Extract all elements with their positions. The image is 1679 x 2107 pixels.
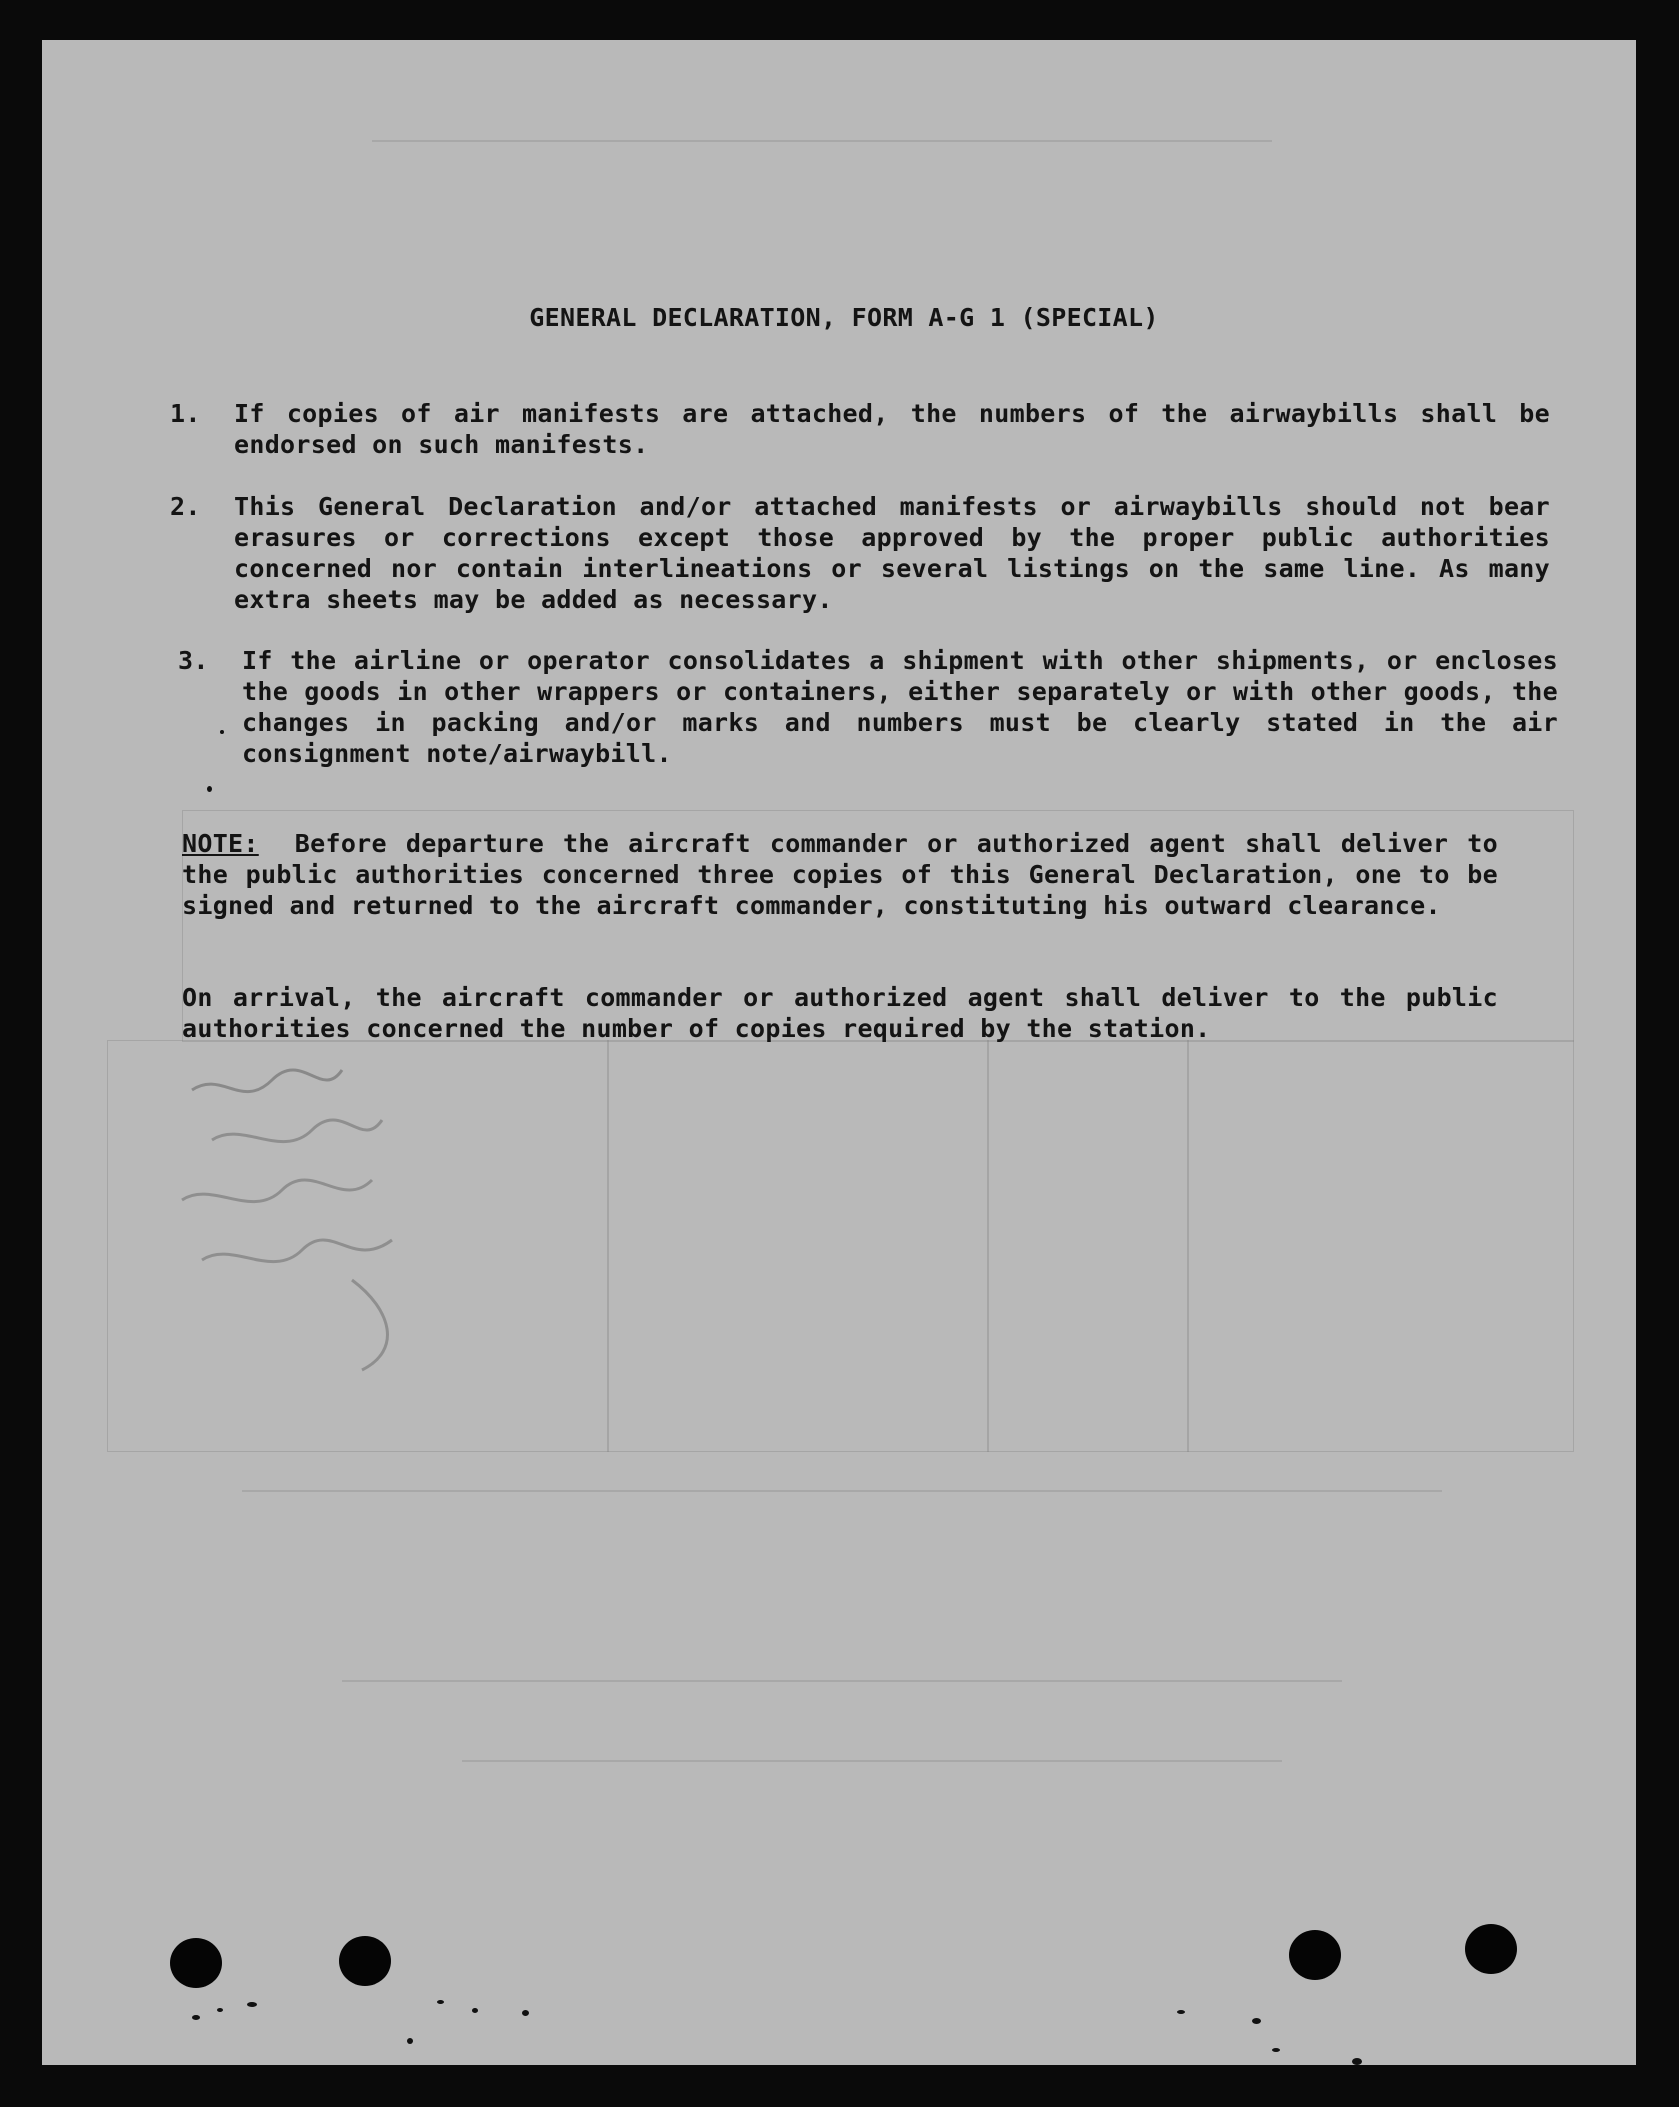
document-title: GENERAL DECLARATION, FORM A-G 1 (SPECIAL) <box>529 303 1159 332</box>
speck <box>1252 2018 1261 2024</box>
speck <box>1272 2048 1280 2052</box>
list-item <box>170 398 1550 460</box>
item-text: If the airline or operator consolidates a shipment with other shipments, or encloses the goods in other wrappers or containers, either separately or with other goods, the changes in packing and/or marks and numbers must be clearly stated in the air consignment note/airwaybill. <box>242 646 1558 768</box>
punch-hole <box>170 1938 222 1988</box>
speck <box>472 2008 478 2013</box>
speck <box>522 2010 529 2016</box>
item-text: If copies of air manifests are attached, the numbers of the airwaybills shall be endorsed on such manifests. <box>234 399 1550 459</box>
speck <box>407 2038 413 2044</box>
document-sheet <box>42 40 1636 2065</box>
speck <box>217 2008 223 2012</box>
item-number: 2. <box>170 492 201 521</box>
item-number: 3. <box>178 646 209 675</box>
speck <box>207 786 212 792</box>
punch-hole <box>1465 1924 1517 1974</box>
speck <box>192 2015 200 2020</box>
note-text: Before departure the aircraft commander or authorized agent shall deliver to the public authorities concerned three copies of this General Declaration, one to be signed and returned to the aircraft commander, constituting his outward clearance. <box>182 829 1498 920</box>
punch-hole <box>339 1936 391 1986</box>
arrival-paragraph: On arrival, the aircraft commander or authorized agent shall deliver to the public authorities concerned the number of copies required by the station. <box>182 983 1498 1043</box>
speck <box>1177 2010 1185 2014</box>
speck <box>247 2002 257 2007</box>
note-paragraph <box>182 828 1498 921</box>
item-number: 1. <box>170 399 201 428</box>
note-label: NOTE: <box>182 829 259 858</box>
item-text: This General Declaration and/or attached manifests or airwaybills should not bear erasures or corrections except those approved by the proper public authorities concerned nor contain interlineations or several listings on the same line. As many extra sheets may be added as necessary. <box>234 492 1550 614</box>
list-item <box>170 491 1550 615</box>
list-item <box>178 645 1558 769</box>
speck <box>437 2000 444 2004</box>
speck <box>220 730 224 734</box>
speck <box>1352 2058 1362 2065</box>
document-body <box>42 40 1636 2065</box>
punch-hole <box>1289 1930 1341 1980</box>
